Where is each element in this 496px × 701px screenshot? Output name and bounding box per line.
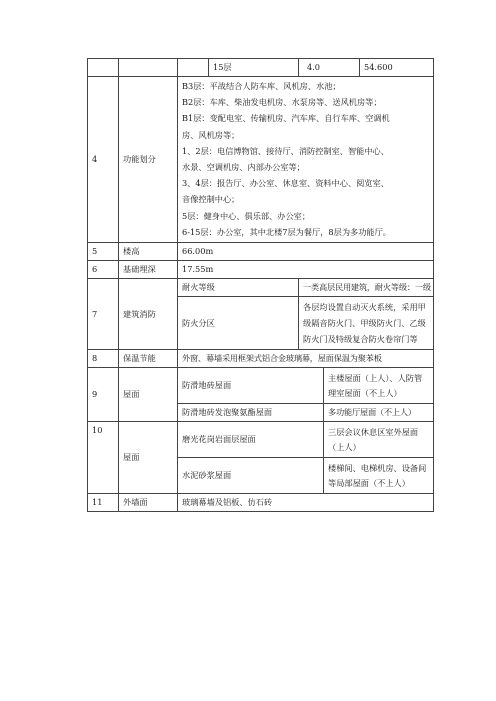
sub-value-cell: 各层均设置自动灭火系统，采用甲级隔音防火门、甲级防火门、乙级防火门及特级复合防火卷帘门等	[299, 297, 434, 350]
roof-type-cell: 防滑地砖屋面	[178, 368, 324, 404]
row-number: 8	[88, 350, 119, 368]
sub-label-cell: 耐火等级	[178, 279, 299, 297]
row-item: 建筑消防	[119, 279, 178, 350]
value-cell: 玻璃幕墙及铝板、仿石砖	[178, 494, 434, 512]
roof-type-cell: 防滑地砖发泡聚氨酯屋面	[178, 404, 324, 422]
row-number: 10	[88, 422, 119, 494]
zone-line: 房、风机房等；	[182, 129, 240, 140]
roof-type-cell: 磨光花岗岩面层屋面	[178, 422, 324, 458]
table-row	[88, 77, 434, 243]
value-cell: 外窗、幕墙采用框架式铝合金玻璃幕，屋面保温为聚苯板	[178, 350, 434, 368]
value-cell: 66.00m	[178, 243, 434, 261]
roof-location-cell: 楼梯间、电梯机房、设备间等局部屋面（不上人）	[324, 458, 434, 494]
row-number: 4	[88, 77, 119, 243]
zone-line: 6-15层：办公室，其中北楼7层为餐厅，8层为多功能厅。	[182, 226, 391, 237]
zone-line: 音像控制中心；	[182, 194, 240, 205]
empty-cell	[178, 59, 209, 77]
roof-location-cell: 三层会议休息区室外屋面（上人）	[324, 422, 434, 458]
zone-line: 5层：健身中心、俱乐部、办公室；	[182, 210, 311, 221]
zone-line: B3层：平战结合人防车库、风机房、水池；	[182, 81, 341, 91]
sub-label-cell: 防火分区	[178, 297, 299, 350]
function-zones-cell	[178, 77, 434, 243]
floor-cell: 15层	[209, 59, 299, 77]
table-row	[88, 350, 434, 368]
row-item: 楼高	[119, 243, 178, 261]
row-number: 6	[88, 261, 119, 279]
table-row	[88, 59, 434, 77]
table-row	[88, 494, 434, 512]
zone-line: 1、2层：电信博物馆、接待厅、消防控制室、智能中心、	[182, 145, 389, 156]
empty-cell	[119, 59, 178, 77]
zone-line: 3、4层：报告厅、办公室、休息室、资料中心、阅览室、	[182, 178, 389, 189]
row-item: 功能划分	[119, 77, 178, 243]
sub-value-cell: 一类高层民用建筑，耐火等级：一级	[299, 279, 434, 297]
row-item: 基础埋深	[119, 261, 178, 279]
row-item: 屋面	[119, 368, 178, 422]
zone-line: 水景、空调机房、内部办公室等；	[182, 162, 305, 173]
zone-line: B1层：变配电室、传输机房、汽车库、自行车库、空调机	[182, 113, 390, 124]
table-row	[88, 368, 434, 404]
row-item: 屋面	[119, 422, 178, 494]
zone-line: B2层：车库、柴油发电机房、水泵房等、送风机房等；	[182, 97, 382, 108]
row-item: 保温节能	[119, 350, 178, 368]
roof-location-cell: 多功能厅屋面（不上人）	[324, 404, 434, 422]
table-row	[88, 261, 434, 279]
row-number: 7	[88, 279, 119, 350]
area-cell: 54.600	[360, 59, 434, 77]
value-cell: 17.55m	[178, 261, 434, 279]
row-number: 11	[88, 494, 119, 512]
roof-type-cell: 水泥砂浆屋面	[178, 458, 324, 494]
roof-location-cell: 主楼屋面（上人）、人防管理室屋面（不上人）	[324, 368, 434, 404]
table-row	[88, 422, 434, 458]
row-number: 9	[88, 368, 119, 422]
table-row	[88, 279, 434, 297]
table-row	[88, 243, 434, 261]
empty-cell	[88, 59, 119, 77]
row-item: 外墙面	[119, 494, 178, 512]
building-spec-table-main	[87, 58, 434, 512]
row-number: 5	[88, 243, 119, 261]
height-cell: 4.0	[299, 59, 360, 77]
